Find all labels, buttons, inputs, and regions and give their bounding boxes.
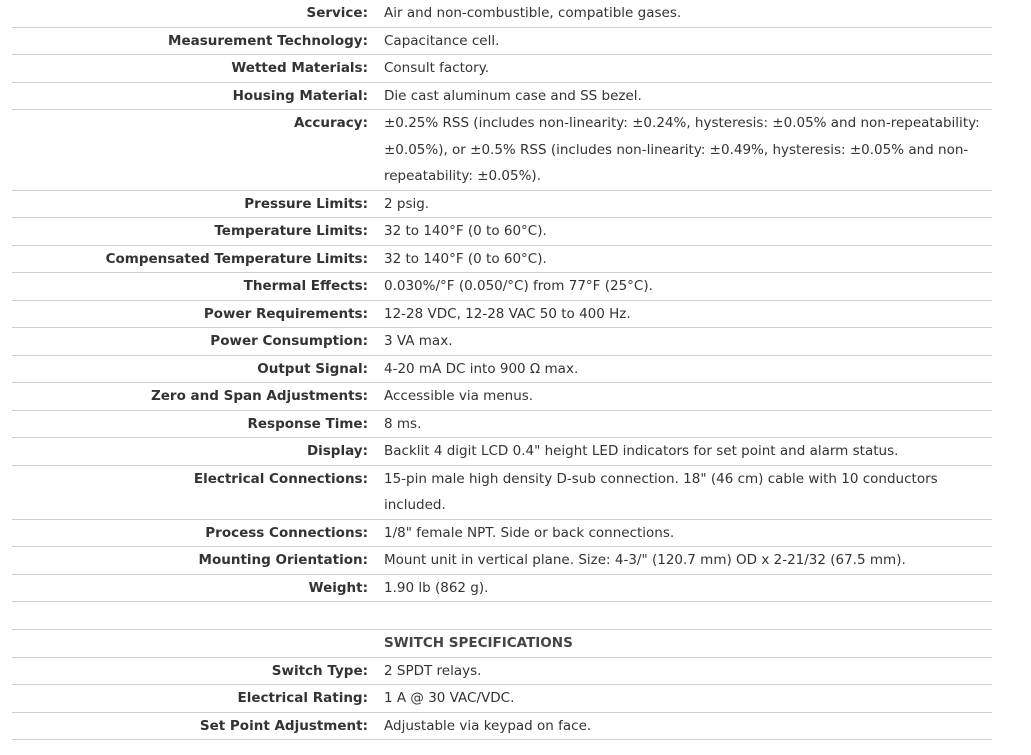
spec-value: 0.030%/°F (0.050/°C) from 77°F (25°C).	[384, 273, 992, 301]
spec-row-thermal-effects	[12, 273, 992, 301]
spec-value: 4-20 mA DC into 900 Ω max.	[384, 355, 992, 383]
spec-label: Thermal Effects:	[12, 273, 372, 301]
spec-value: 1 A @ 30 VAC/VDC.	[384, 685, 992, 713]
spec-row-process-connections	[12, 519, 992, 547]
spec-row-power-consumption	[12, 328, 992, 356]
spec-row-display	[12, 438, 992, 466]
spec-row-accuracy	[12, 110, 992, 191]
spec-label: Pressure Limits:	[12, 190, 372, 218]
spec-row-set-point-adjustment	[12, 712, 992, 740]
spec-value: 32 to 140°F (0 to 60°C).	[384, 245, 992, 273]
spec-row-wetted-materials	[12, 55, 992, 83]
spec-label: Compensated Temperature Limits:	[12, 245, 372, 273]
spec-label: Mounting Orientation:	[12, 547, 372, 575]
section-spacer	[12, 602, 992, 630]
spec-label: Process Connections:	[12, 519, 372, 547]
spec-row-temperature-limits	[12, 218, 992, 246]
spec-row-housing-material	[12, 82, 992, 110]
spec-value: 3 VA max.	[384, 328, 992, 356]
spec-value: Die cast aluminum case and SS bezel.	[384, 82, 992, 110]
spec-row-electrical-connections	[12, 465, 992, 519]
section-heading: SWITCH SPECIFICATIONS	[384, 630, 992, 658]
spec-label: Power Consumption:	[12, 328, 372, 356]
spec-label: Switch Type:	[12, 657, 372, 685]
spec-label: Weight:	[12, 574, 372, 602]
spec-value: 12-28 VDC, 12-28 VAC 50 to 400 Hz.	[384, 300, 992, 328]
spec-row-power-requirements	[12, 300, 992, 328]
specifications-table	[12, 0, 992, 740]
spec-label: Temperature Limits:	[12, 218, 372, 246]
spec-value: 1/8" female NPT. Side or back connections.	[384, 519, 992, 547]
spec-value: Adjustable via keypad on face.	[384, 712, 992, 740]
spec-row-electrical-rating	[12, 685, 992, 713]
spec-row-response-time	[12, 410, 992, 438]
spec-value: Air and non-combustible, compatible gases.	[384, 0, 992, 27]
spec-label: Housing Material:	[12, 82, 372, 110]
spec-value: 1.90 lb (862 g).	[384, 574, 992, 602]
switch-specifications-header	[12, 630, 992, 658]
spec-value: Accessible via menus.	[384, 383, 992, 411]
spec-label: Accuracy:	[12, 110, 372, 191]
spec-label: Display:	[12, 438, 372, 466]
spec-label: Wetted Materials:	[12, 55, 372, 83]
spec-label: Power Requirements:	[12, 300, 372, 328]
spec-label: Set Point Adjustment:	[12, 712, 372, 740]
spec-row-compensated-temperature-limits	[12, 245, 992, 273]
spec-row-service	[12, 0, 992, 27]
spec-value: 15-pin male high density D-sub connection. 18" (46 cm) cable with 10 conductors included.	[384, 465, 992, 519]
spec-row-mounting-orientation	[12, 547, 992, 575]
spec-row-switch-type	[12, 657, 992, 685]
spec-value: 2 psig.	[384, 190, 992, 218]
spec-row-measurement-technology	[12, 27, 992, 55]
spec-label: Measurement Technology:	[12, 27, 372, 55]
spec-label: Output Signal:	[12, 355, 372, 383]
spec-value: Consult factory.	[384, 55, 992, 83]
spec-label: Electrical Connections:	[12, 465, 372, 519]
spec-value: Capacitance cell.	[384, 27, 992, 55]
spec-row-output-signal	[12, 355, 992, 383]
spec-value: ±0.25% RSS (includes non-linearity: ±0.24%, hysteresis: ±0.05% and non-repeatability: ±0.05%), or ±0.5% RSS (includes non-linearity: ±0.49%, hysteresis: ±0.05% and non-repeatability: ±0.05%).	[384, 110, 992, 191]
spec-value: Backlit 4 digit LCD 0.4" height LED indicators for set point and alarm status.	[384, 438, 992, 466]
spec-value: 2 SPDT relays.	[384, 657, 992, 685]
spec-label: Service:	[12, 0, 372, 27]
spec-value: 8 ms.	[384, 410, 992, 438]
spec-label: Zero and Span Adjustments:	[12, 383, 372, 411]
specifications-body	[12, 0, 992, 740]
spec-value: Mount unit in vertical plane. Size: 4-3/" (120.7 mm) OD x 2-21/32 (67.5 mm).	[384, 547, 992, 575]
spec-row-zero-span-adjustments	[12, 383, 992, 411]
spec-value: 32 to 140°F (0 to 60°C).	[384, 218, 992, 246]
spec-label: Electrical Rating:	[12, 685, 372, 713]
spec-row-pressure-limits	[12, 190, 992, 218]
spec-label: Response Time:	[12, 410, 372, 438]
spec-row-weight	[12, 574, 992, 602]
